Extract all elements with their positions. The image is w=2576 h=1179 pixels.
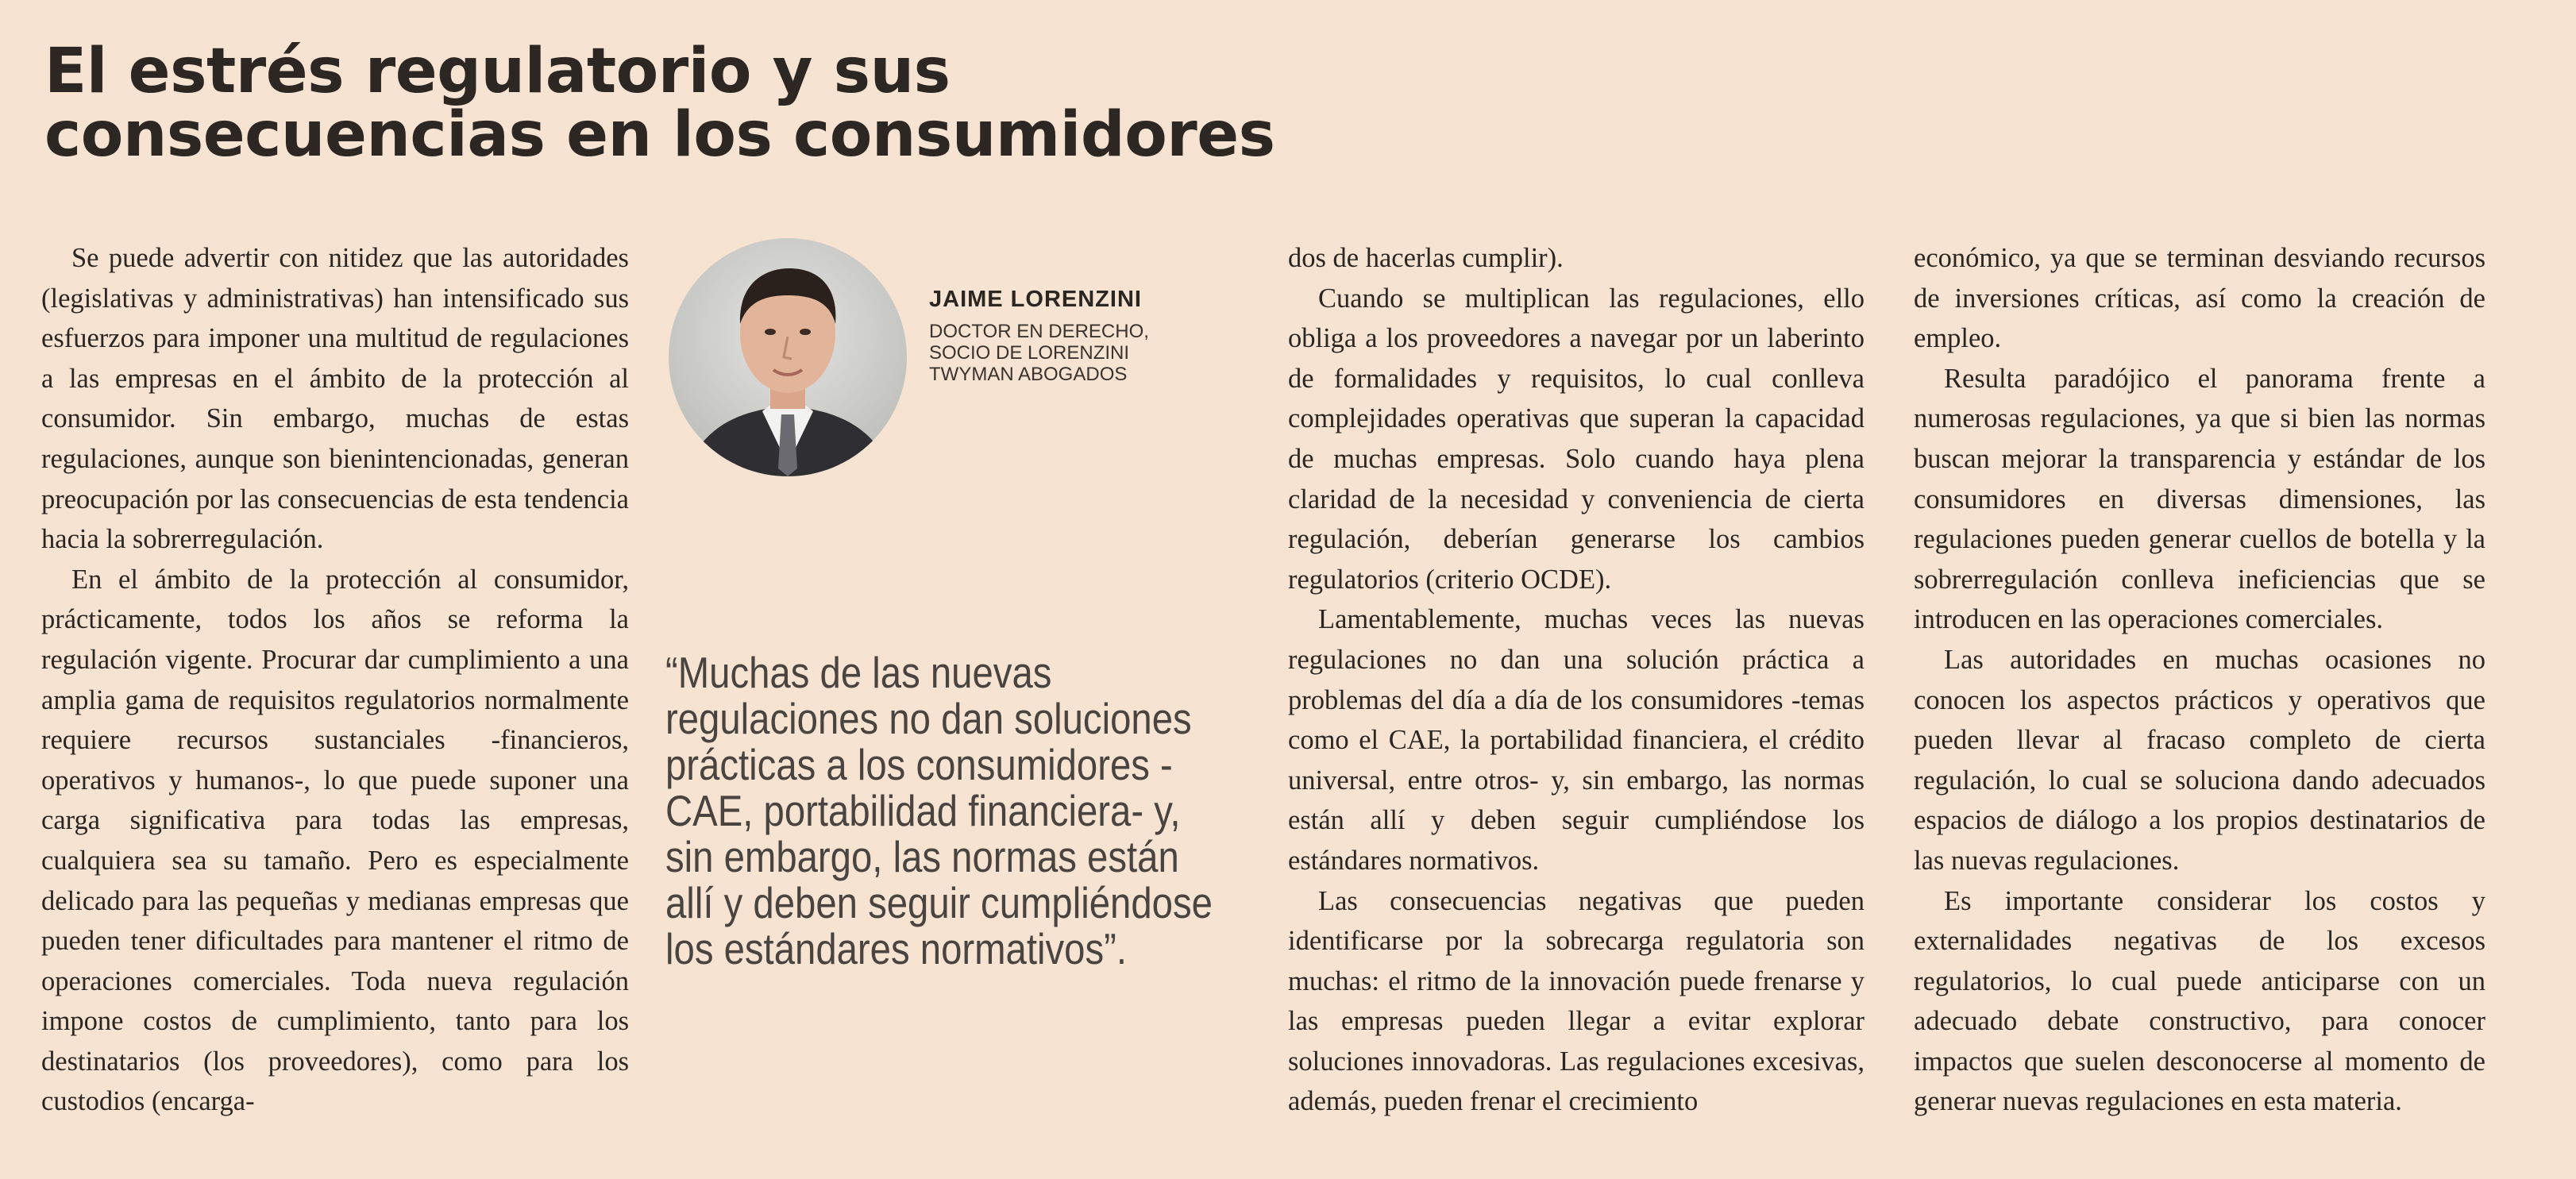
paragraph: Las autoridades en muchas ocasiones no conocen los aspectos prácticos y operativos que pueden llevar al fracaso completo de cierta regulación, lo cual se soluciona dando adecuados espacios de diálogo a los propios destinatarios de las nuevas regulaciones. — [1914, 644, 2485, 876]
article-column-3 — [1288, 238, 1865, 1122]
paragraph: dos de hacerlas cumplir). — [1288, 243, 1564, 273]
paragraph: Lamentablemente, muchas veces las nuevas regulaciones no dan una solución práctica a problemas del día a día de los consumidores -temas como el CAE, la portabilidad financiera, el crédito universal, entre otros- y, sin embargo, las normas están allí y deben seguir cumpliéndose los estándares normativos. — [1288, 604, 1865, 876]
paragraph: Las consecuencias negativas que pueden identificarse por la sobrecarga regulatoria son muchas: el ritmo de la innovación puede frenarse y las empresas pueden llegar a evitar explorar soluciones innovadoras. Las regulaciones excesivas, además, pueden frenar el crecimiento — [1288, 885, 1865, 1117]
author-byline — [929, 286, 1263, 385]
paragraph: Es importante considerar los costos y externalidades negativas de los excesos regulatorios, lo cual puede anticiparse con un adecuado debate constructivo, para conocer impactos que suelen desconocerse al momento de generar nuevas regulaciones en esta materia. — [1914, 885, 2485, 1117]
author-name: JAIME LORENZINI — [929, 287, 1142, 312]
article-headline: El estrés regulatorio y sus consecuencias en los consumidores — [44, 36, 1275, 171]
author-portrait-icon — [669, 238, 907, 476]
paragraph: Cuando se multiplican las regulaciones, ello obliga a los proveedores a navegar por un laberinto de formalidades y requisitos, lo cual conlleva complejidades operativas que superan la capacidad de muchas empresas. Solo cuando haya plena claridad de la necesidad y conveniencia de cierta regulación, deberían generarse los cambios regulatorios (criterio OCDE). — [1288, 283, 1865, 595]
pull-quote: “Muchas de las nuevas regulaciones no dan soluciones prácticas a los consumidores -CAE, portabilidad financiera- y, sin embargo, las normas están allí y deben seguir cumpliéndose los estándares normativos”. — [665, 648, 1213, 973]
article-column-4 — [1914, 238, 2485, 1122]
author-role: DOCTOR EN DERECHO, SOCIO DE LORENZINI TWYMAN ABOGADOS — [929, 321, 1149, 385]
paragraph: En el ámbito de la protección al consumidor, prácticamente, todos los años se reforma la regulación vigente. Procurar dar cumplimiento a una amplia gama de requisitos regulatorios normalmente requiere recursos sustanciales -financieros, operativos y humanos-, lo que puede suponer una carga significativa para todas las empresas, cualquiera sea su tamaño. Pero es especialmente delicado para las pequeñas y medianas empresas que pueden tener dificultades para mantener el ritmo de operaciones comerciales. Toda nueva regulación impone costos de cumplimiento, tanto para los destinatarios (los proveedores), como para los custodios (encarga- — [41, 564, 629, 1117]
article-column-1 — [41, 238, 629, 1122]
paragraph: Se puede advertir con nitidez que las autoridades (legislativas y administrativas) han intensificado sus esfuerzos para imponer una multitud de regulaciones a las empresas en el ámbito de la protección al consumidor. Sin embargo, muchas de estas regulaciones, aunque son bienintencionadas, generan preocupación por las consecuencias de esta tendencia hacia la sobrerregulación. — [41, 243, 629, 555]
paragraph: económico, ya que se terminan desviando recursos de inversiones críticas, así como la creación de empleo. — [1914, 243, 2485, 354]
paragraph: Resulta paradójico el panorama frente a numerosas regulaciones, ya que si bien las normas buscan mejorar la transparencia y estándar de los consumidores en diversas dimensiones, las regulaciones pueden generar cuellos de botella y la sobrerregulación conlleva ineficiencias que se introducen en las operaciones comerciales. — [1914, 363, 2485, 635]
